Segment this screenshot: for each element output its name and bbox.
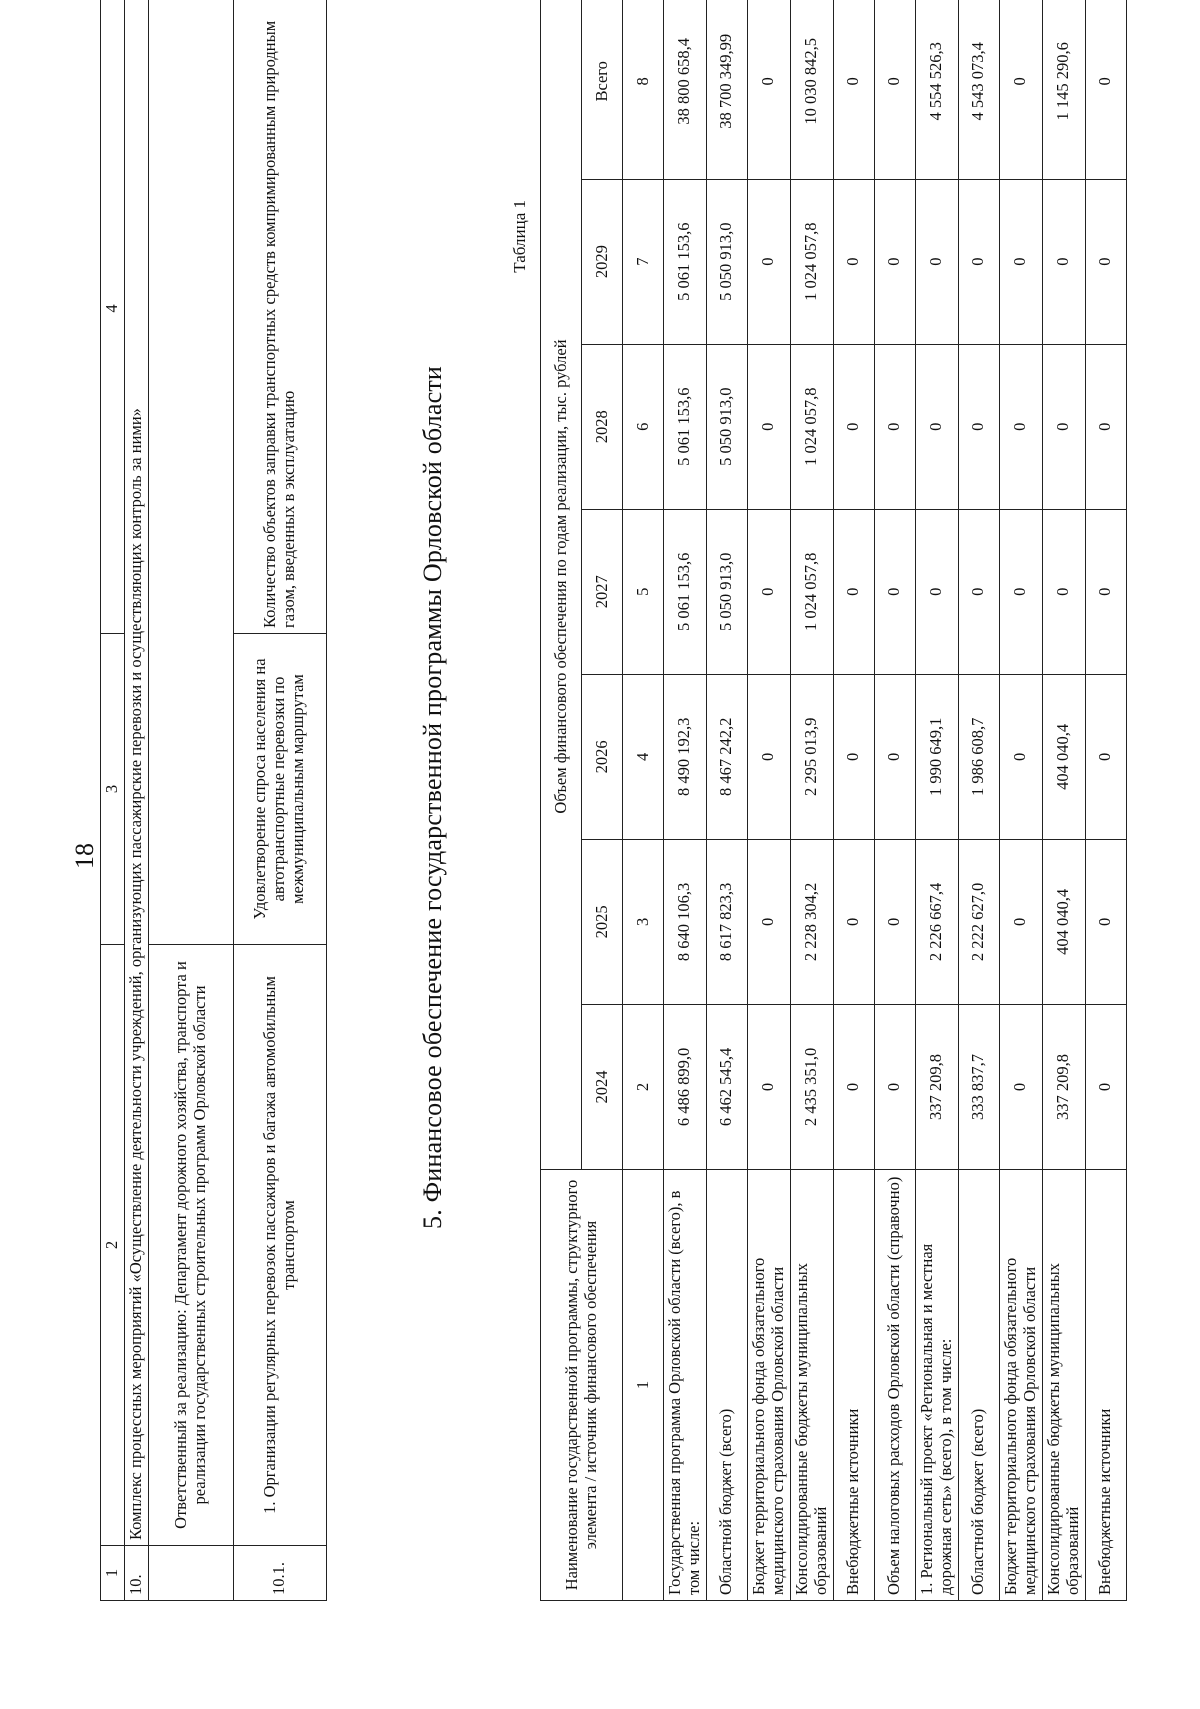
value-cell: 0 [1085, 1004, 1126, 1169]
value-cell: 0 [1085, 0, 1126, 179]
table-row [664, 0, 707, 1601]
row-name: Объем налоговых расходов Орловской области (справочно) [874, 1170, 915, 1601]
value-cell: 0 [999, 839, 1042, 1004]
value-cell: 5 061 153,6 [664, 344, 707, 509]
table-caption: Таблица 1 [510, 200, 529, 273]
value-cell: 0 [999, 0, 1042, 179]
value-cell: 0 [747, 0, 790, 179]
value-cell: 0 [874, 674, 915, 839]
value-cell: 1 024 057,8 [790, 344, 833, 509]
financing-rows [664, 0, 1127, 1601]
empty-cell [148, 1546, 233, 1601]
table-row [874, 0, 915, 1601]
header-cell: 2 [101, 945, 125, 1546]
table-row [790, 0, 833, 1601]
value-cell: 0 [1085, 839, 1126, 1004]
section-title: 5. Финансовое обеспечение государственной программы Орловской области [418, 365, 447, 1229]
measures-table [100, 0, 327, 1601]
row-name: Внебюджетные источники [833, 1170, 874, 1601]
value-cell: 0 [833, 179, 874, 344]
value-cell: 0 [747, 344, 790, 509]
value-cell: 8 490 192,3 [664, 674, 707, 839]
page-number: 18 [70, 843, 99, 869]
table-row [1085, 0, 1126, 1601]
value-cell: 404 040,4 [1042, 674, 1085, 839]
value-cell: 0 [833, 839, 874, 1004]
value-cell: 0 [915, 344, 958, 509]
table-header-row [101, 0, 125, 1601]
column-header-name: Наименование государственной программы, структурного элемента / источник финансового обеспечения [541, 1170, 623, 1601]
value-cell: 0 [833, 674, 874, 839]
year-header: 2028 [582, 344, 623, 509]
value-cell: 4 543 073,4 [958, 0, 999, 179]
row-number: 10. [124, 1546, 148, 1601]
value-cell: 2 226 667,4 [915, 839, 958, 1004]
value-cell: 0 [915, 179, 958, 344]
value-cell: 0 [833, 1004, 874, 1169]
row-name: Бюджет территориального фонда обязательного медицинского страхования Орловской области [999, 1170, 1042, 1601]
value-cell: 0 [958, 179, 999, 344]
table-row [833, 0, 874, 1601]
indicator-text: Количество объектов заправки транспортных средств компримированным природным газом, введенных в эксплуатацию [233, 0, 326, 634]
value-cell: 2 222 627,0 [958, 839, 999, 1004]
row-name: Бюджет территориального фонда обязательного медицинского страхования Орловской области [747, 1170, 790, 1601]
table-row [706, 0, 747, 1601]
row-name: Консолидированные бюджеты муниципальных образований [790, 1170, 833, 1601]
value-cell: 0 [958, 344, 999, 509]
value-cell: 6 486 899,0 [664, 1004, 707, 1169]
table-row [233, 0, 326, 1601]
value-cell: 38 700 349,99 [706, 0, 747, 179]
year-header: 2027 [582, 509, 623, 674]
year-header: 2024 [582, 1004, 623, 1169]
row-name: 1. Региональный проект «Региональная и местная дорожная сеть» (всего), в том числе: [915, 1170, 958, 1601]
header-cell: 3 [101, 634, 125, 945]
value-cell: 8 467 242,2 [706, 674, 747, 839]
value-cell: 0 [999, 1004, 1042, 1169]
column-number: 5 [623, 509, 664, 674]
value-cell: 0 [1042, 344, 1085, 509]
value-cell: 2 435 351,0 [790, 1004, 833, 1169]
empty-cell [148, 0, 233, 945]
column-number: 6 [623, 344, 664, 509]
value-cell: 5 061 153,6 [664, 179, 707, 344]
value-cell: 0 [999, 674, 1042, 839]
value-cell: 8 640 106,3 [664, 839, 707, 1004]
value-cell: 0 [874, 0, 915, 179]
value-cell: 2 295 013,9 [790, 674, 833, 839]
year-header: 2026 [582, 674, 623, 839]
value-cell: 1 145 290,6 [1042, 0, 1085, 179]
value-cell: 0 [1085, 509, 1126, 674]
column-number: 3 [623, 839, 664, 1004]
value-cell: 337 209,8 [1042, 1004, 1085, 1169]
value-cell: 0 [1042, 179, 1085, 344]
table-row [915, 0, 958, 1601]
row-name: Внебюджетные источники [1085, 1170, 1126, 1601]
value-cell: 0 [833, 0, 874, 179]
value-cell: 5 061 153,6 [664, 509, 707, 674]
complex-title: Комплекс процессных мероприятий «Осуществление деятельности учреждений, организующих пассажирские перевозки и осуществляющих контроль за ними» [124, 0, 148, 1546]
year-header: Всего [582, 0, 623, 179]
value-cell: 0 [747, 509, 790, 674]
value-cell: 0 [747, 179, 790, 344]
header-cell: 4 [101, 0, 125, 634]
row-name: Областной бюджет (всего) [958, 1170, 999, 1601]
row-name: Консолидированные бюджеты муниципальных образований [1042, 1170, 1085, 1601]
financing-table [540, 0, 1127, 1601]
value-cell: 337 209,8 [915, 1004, 958, 1169]
value-cell: 6 462 545,4 [706, 1004, 747, 1169]
table-row [1042, 0, 1085, 1601]
value-cell: 1 990 649,1 [915, 674, 958, 839]
row-name: Государственная программа Орловской области (всего), в том числе: [664, 1170, 707, 1601]
value-cell: 0 [1042, 509, 1085, 674]
column-number: 2 [623, 1004, 664, 1169]
value-cell: 5 050 913,0 [706, 179, 747, 344]
table-row [148, 0, 233, 1601]
value-cell: 0 [833, 509, 874, 674]
value-cell: 0 [874, 344, 915, 509]
year-header: 2029 [582, 179, 623, 344]
row-name: Областной бюджет (всего) [706, 1170, 747, 1601]
value-cell: 0 [1085, 674, 1126, 839]
value-cell: 0 [999, 344, 1042, 509]
value-cell: 1 024 057,8 [790, 509, 833, 674]
value-cell: 0 [999, 509, 1042, 674]
column-number: 4 [623, 674, 664, 839]
value-cell: 404 040,4 [1042, 839, 1085, 1004]
column-number-row [623, 0, 664, 1601]
table-row [958, 0, 999, 1601]
value-cell: 0 [958, 509, 999, 674]
value-cell: 5 050 913,0 [706, 509, 747, 674]
value-cell: 0 [747, 1004, 790, 1169]
table-row [124, 0, 148, 1601]
column-group-header: Объем финансового обеспечения по годам реализации, тыс. рублей [541, 0, 582, 1170]
value-cell: 333 837,7 [958, 1004, 999, 1169]
value-cell: 0 [915, 509, 958, 674]
responsible-text: Ответственный за реализацию: Департамент дорожного хозяйства, транспорта и реализации государственных строительных программ Орловской области [148, 945, 233, 1546]
year-header: 2025 [582, 839, 623, 1004]
column-number: 1 [623, 1170, 664, 1601]
value-cell: 10 030 842,5 [790, 0, 833, 179]
value-cell: 0 [1085, 344, 1126, 509]
value-cell: 8 617 823,3 [706, 839, 747, 1004]
value-cell: 1 024 057,8 [790, 179, 833, 344]
table-row [747, 0, 790, 1601]
header-cell: 1 [101, 1546, 125, 1601]
value-cell: 0 [1085, 179, 1126, 344]
table-header-row [541, 0, 582, 1601]
row-number: 10.1. [233, 1546, 326, 1601]
value-cell: 0 [874, 179, 915, 344]
value-cell: 0 [833, 344, 874, 509]
value-cell: 0 [999, 179, 1042, 344]
value-cell: 38 800 658,4 [664, 0, 707, 179]
value-cell: 4 554 526,3 [915, 0, 958, 179]
task-text: 1. Организации регулярных перевозок пассажиров и багажа автомобильным транспортом [233, 945, 326, 1546]
table-row [999, 0, 1042, 1601]
value-cell: 0 [874, 839, 915, 1004]
value-cell: 5 050 913,0 [706, 344, 747, 509]
value-cell: 2 228 304,2 [790, 839, 833, 1004]
value-cell: 0 [874, 1004, 915, 1169]
effect-text: Удовлетворение спроса населения на автотранспортные перевозки по межмуниципальным маршрутам [233, 634, 326, 945]
value-cell: 0 [747, 839, 790, 1004]
value-cell: 0 [874, 509, 915, 674]
column-number: 7 [623, 179, 664, 344]
value-cell: 1 986 608,7 [958, 674, 999, 839]
value-cell: 0 [747, 674, 790, 839]
column-number: 8 [623, 0, 664, 179]
